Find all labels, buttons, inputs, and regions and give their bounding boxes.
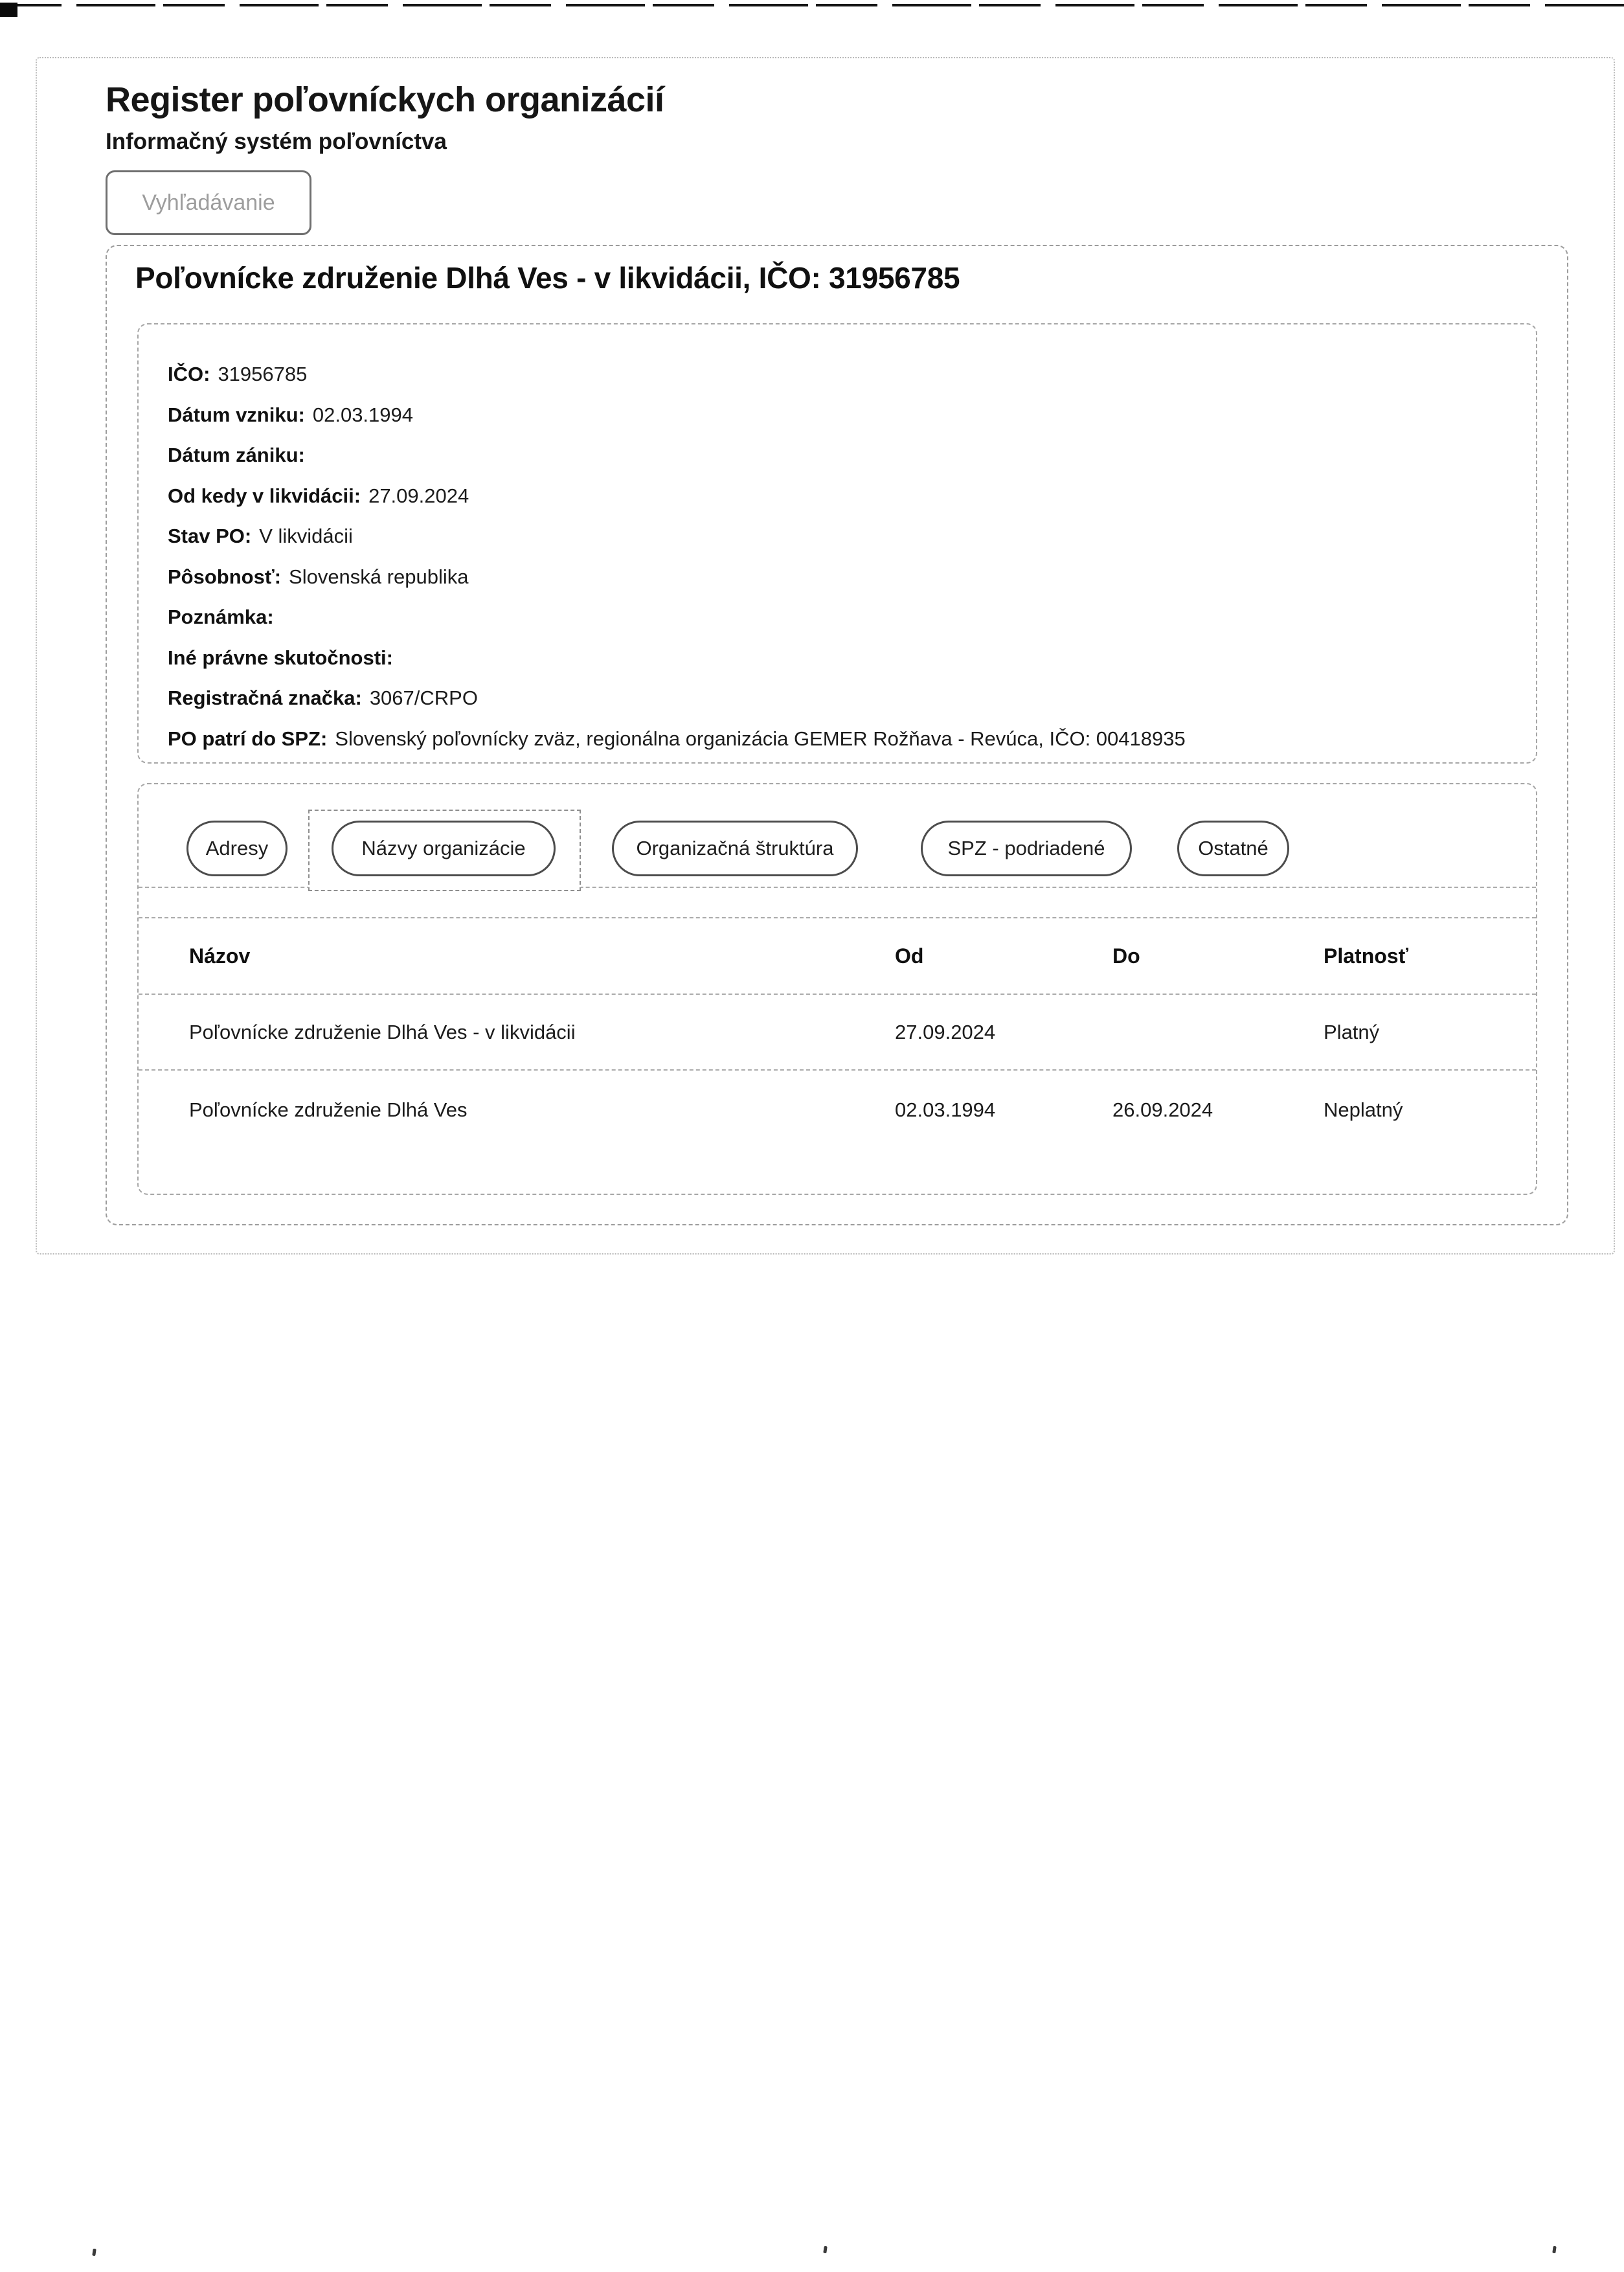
detail-value: V likvidácii: [259, 525, 353, 548]
tab-nazvy-organizacie[interactable]: Názvy organizácie: [332, 821, 556, 876]
cell-platnost: Platný: [1324, 1020, 1380, 1043]
column-header-nazov: Názov: [189, 944, 251, 968]
scan-artifact-corner-mark: [0, 3, 17, 17]
cell-od: 27.09.2024: [895, 1020, 996, 1043]
detail-row-datum-vzniku: [168, 395, 1504, 436]
scan-speck: [823, 2246, 827, 2254]
table-row: [139, 1071, 1536, 1150]
detail-row-po-patri-do-spz: [168, 719, 1504, 760]
search-button[interactable]: Vyhľadávanie: [106, 170, 311, 235]
detail-row-ico: [168, 354, 1504, 395]
header: [106, 79, 664, 155]
page-title: Register poľovníckych organizácií: [106, 80, 664, 119]
page-subtitle: Informačný systém poľovníctva: [106, 128, 447, 154]
organization-details-panel: [137, 323, 1537, 764]
detail-value: Slovenská republika: [289, 565, 469, 588]
scan-artifact-top-line: [0, 4, 1624, 6]
detail-value: 02.03.1994: [312, 403, 414, 426]
scan-speck: [1552, 2246, 1556, 2254]
detail-label: IČO:: [168, 363, 210, 386]
detail-row-registracna-znacka: [168, 678, 1504, 719]
cell-platnost: Neplatný: [1324, 1098, 1403, 1121]
detail-label: Od kedy v likvidácii:: [168, 484, 361, 507]
scan-speck: [92, 2249, 96, 2256]
detail-row-od-kedy-v-likvidacii: [168, 476, 1504, 517]
detail-label: Poznámka:: [168, 606, 274, 629]
cell-od: 02.03.1994: [895, 1098, 996, 1121]
table-header-row: [139, 918, 1536, 995]
tab-adresy[interactable]: Adresy: [186, 821, 288, 876]
cell-nazov: Poľovnícke združenie Dlhá Ves: [189, 1098, 468, 1121]
detail-label: Dátum zániku:: [168, 444, 305, 467]
detail-row-posobnost: [168, 557, 1504, 598]
detail-value: 31956785: [218, 363, 308, 386]
tab-organizacna-struktura[interactable]: Organizačná štruktúra: [612, 821, 858, 876]
organization-card: [106, 245, 1568, 1225]
detail-row-stav-po: [168, 516, 1504, 557]
detail-label: PO patrí do SPZ:: [168, 727, 328, 750]
table-row: [139, 995, 1536, 1071]
column-header-platnost: Platnosť: [1324, 944, 1408, 968]
detail-row-poznamka: [168, 597, 1504, 638]
column-header-od: Od: [895, 944, 924, 968]
names-table: [139, 917, 1536, 1194]
detail-row-ine-pravne-skutocnosti: [168, 638, 1504, 679]
detail-value: 27.09.2024: [368, 484, 469, 507]
tab-ostatne[interactable]: Ostatné: [1177, 821, 1289, 876]
cell-nazov: Poľovnícke združenie Dlhá Ves - v likvidácii: [189, 1020, 576, 1043]
detail-row-datum-zaniku: [168, 435, 1504, 476]
detail-label: Registračná značka:: [168, 687, 362, 710]
tabs-and-table-panel: [137, 783, 1537, 1195]
detail-value: 3067/CRPO: [369, 687, 478, 710]
detail-label: Pôsobnosť:: [168, 565, 282, 588]
organization-heading: Poľovnícke združenie Dlhá Ves - v likvidácii, IČO: 31956785: [135, 261, 960, 295]
cell-do: 26.09.2024: [1112, 1098, 1213, 1121]
column-header-do: Do: [1112, 944, 1140, 968]
detail-value: Slovenský poľovnícky zväz, regionálna organizácia GEMER Rožňava - Revúca, IČO: 00418935: [335, 727, 1186, 750]
detail-label: Iné právne skutočnosti:: [168, 646, 393, 669]
detail-label: Stav PO:: [168, 525, 252, 548]
tab-spz-podriadene[interactable]: SPZ - podriadené: [921, 821, 1132, 876]
detail-label: Dátum vzniku:: [168, 403, 305, 426]
